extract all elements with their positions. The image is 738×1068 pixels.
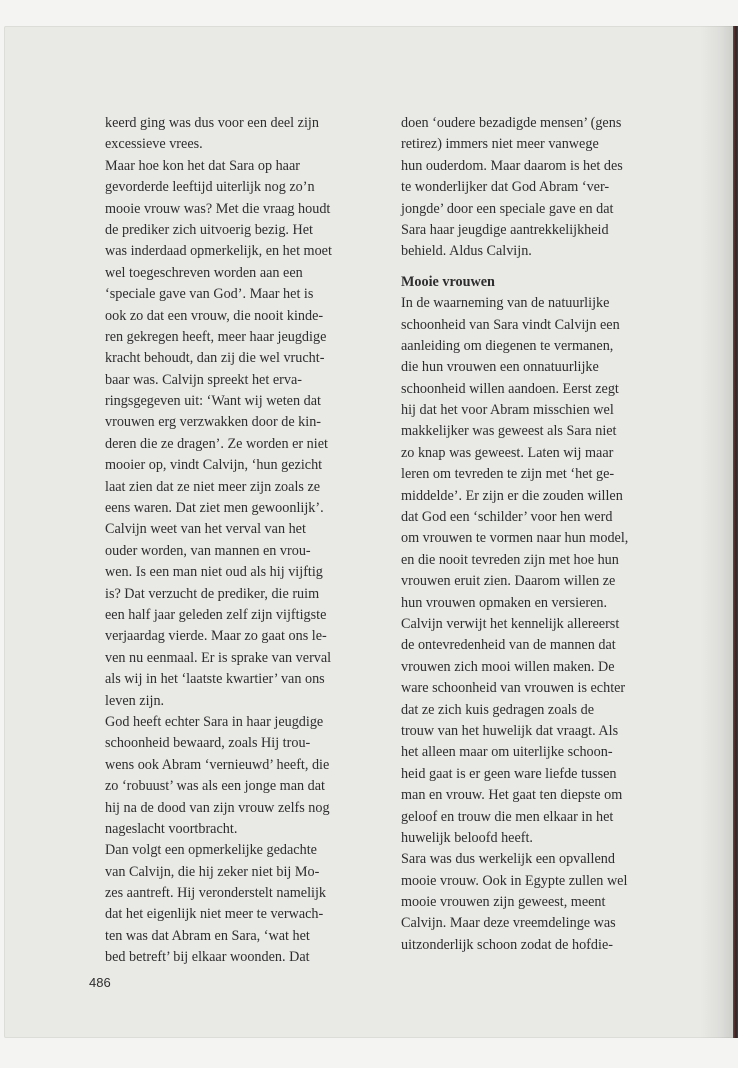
right-column-top-text: [401, 113, 661, 263]
text-line: hij na de dood van zijn vrouw zelfs nog: [105, 799, 330, 816]
text-line: leven zijn.: [105, 692, 165, 709]
text-line: vrouwen erg verzwakken door de kin-: [105, 414, 322, 431]
text-line: wel toegeschreven worden aan een: [105, 264, 303, 281]
text-line: is? Dat verzucht de prediker, die ruim: [105, 585, 320, 602]
text-line: ren gekregen heeft, meer haar jeugdige: [105, 328, 327, 345]
text-line: vrouwen eruit zien. Daarom willen ze: [401, 573, 616, 590]
text-line: mooie vrouwen zijn geweest, meent: [401, 894, 606, 911]
text-line: was inderdaad opmerkelijk, en het moet: [105, 243, 332, 260]
right-column-bottom-text: [401, 293, 661, 956]
text-line: hij dat het voor Abram misschien wel: [401, 402, 614, 419]
text-line: mooie vrouw was? Met die vraag houdt: [105, 200, 331, 217]
text-line: en die nooit tevreden zijn met hoe hun: [401, 551, 619, 568]
text-line: ‘speciale gave van God’. Maar het is: [105, 286, 314, 303]
text-line: eens waren. Dat ziet men gewoonlijk’.: [105, 500, 324, 517]
text-line: vrouwen zich mooi willen maken. De: [401, 658, 615, 675]
left-text-column: [105, 113, 365, 969]
text-line: wen. Is een man niet oud als hij vijftig: [105, 564, 323, 581]
text-line: kracht behoudt, dan zij die wel vrucht-: [105, 350, 325, 367]
text-line: retirez) immers niet meer vanwege: [401, 136, 599, 153]
text-line: In de waarneming van de natuurlijke: [401, 295, 610, 312]
text-line: Calvijn verwijt het kennelijk allereerst: [401, 615, 620, 632]
text-line: Dan volgt een opmerkelijke gedachte: [105, 842, 317, 859]
text-line: nageslacht voortbracht.: [105, 820, 238, 837]
text-line: als wij in het ‘laatste kwartier’ van ons: [105, 671, 325, 688]
text-line: het alleen maar om uiterlijke schoon-: [401, 744, 613, 761]
text-line: de prediker zich uitvoerig bezig. Het: [105, 221, 313, 238]
text-line: heid gaat is er geen ware liefde tussen: [401, 765, 617, 782]
text-line: zo knap was geweest. Laten wij maar: [401, 444, 614, 461]
text-line: schoonheid bewaard, zoals Hij trou-: [105, 735, 311, 752]
text-line: Calvijn weet van het verval van het: [105, 521, 306, 538]
text-line: keerd ging was dus voor een deel zijn: [105, 115, 319, 131]
text-line: geloof en trouw die men elkaar in het: [401, 808, 614, 825]
text-line: uitzonderlijk schoon zodat de hofdie-: [401, 936, 613, 953]
text-line: schoonheid van Sara vindt Calvijn een: [401, 316, 620, 333]
text-line: middelde’. Er zijn er die zouden willen: [401, 487, 623, 504]
text-line: ouder worden, van mannen en vrou-: [105, 542, 311, 559]
text-line: dat God een ‘schilder’ voor hen werd: [401, 509, 613, 526]
text-line: Calvijn. Maar deze vreemdelinge was: [401, 915, 616, 932]
right-text-column: [401, 113, 661, 956]
text-line: van Calvijn, die hij zeker niet bij Mo-: [105, 863, 320, 880]
text-line: God heeft echter Sara in haar jeugdige: [105, 713, 324, 730]
page-number: 486: [89, 975, 111, 990]
text-line: die hun vrouwen een onnatuurlijke: [401, 359, 599, 376]
text-line: huwelijk beloofd heeft.: [401, 829, 533, 846]
text-line: leren om tevreden te zijn met ‘het ge-: [401, 466, 615, 483]
text-line: zo ‘robuust’ was als een jonge man dat: [105, 778, 325, 795]
book-spine-edge: [733, 26, 738, 1038]
text-line: zes aantreft. Hij veronderstelt namelijk: [105, 885, 327, 902]
text-line: ven nu eenmaal. Er is sprake van verval: [105, 649, 332, 666]
text-line: ook zo dat een vrouw, die nooit kinde-: [105, 307, 324, 324]
text-line: de ontevredenheid van de mannen dat: [401, 637, 616, 654]
text-line: excessieve vrees.: [105, 136, 203, 153]
text-line: ware schoonheid van vrouwen is echter: [401, 680, 626, 697]
text-line: trouw van het huwelijk dat vraagt. Als: [401, 722, 619, 739]
text-line: hun ouderdom. Maar daarom is het des: [401, 157, 623, 174]
text-line: deren die ze dragen’. Ze worden er niet: [105, 435, 328, 452]
text-line: schoonheid willen aandoen. Eerst zegt: [401, 380, 619, 397]
text-line: Sara was dus werkelijk een opvallend: [401, 851, 615, 868]
text-line: mooier op, vindt Calvijn, ‘hun gezicht: [105, 457, 323, 474]
text-line: dat ze zich kuis gedragen zoals de: [401, 701, 595, 718]
text-line: aanleiding om diegenen te vermanen,: [401, 337, 614, 354]
text-line: een half jaar geleden zelf zijn vijftigste: [105, 606, 327, 623]
text-line: Maar hoe kon het dat Sara op haar: [105, 157, 301, 174]
text-line: om vrouwen te vormen naar hun model,: [401, 530, 629, 547]
text-line: man en vrouw. Het gaat ten diepste om: [401, 787, 623, 804]
text-line: wens ook Abram ‘vernieuwd’ heeft, die: [105, 756, 330, 773]
text-line: jongde’ door een speciale gave en dat: [401, 200, 614, 217]
text-line: laat zien dat ze niet meer zijn zoals ze: [105, 478, 321, 495]
text-line: te wonderlijker dat God Abram ‘ver-: [401, 179, 610, 196]
text-line: behield. Aldus Calvijn.: [401, 243, 532, 260]
text-line: doen ‘oudere bezadigde mensen’ (gens: [401, 115, 622, 131]
text-line: bed betreft’ bij elkaar woonden. Dat: [105, 949, 310, 966]
text-line: gevorderde leeftijd uiterlijk nog zo’n: [105, 179, 315, 196]
text-line: hun vrouwen opmaken en versieren.: [401, 594, 608, 611]
text-line: Sara haar jeugdige aantrekkelijkheid: [401, 221, 609, 238]
text-line: baar was. Calvijn spreekt het erva-: [105, 371, 302, 388]
text-line: dat het eigenlijk niet meer te verwach-: [105, 906, 324, 923]
section-heading: Mooie vrouwen: [401, 273, 495, 290]
text-line: verjaardag vierde. Maar zo gaat ons le-: [105, 628, 327, 645]
spine-shadow: [700, 26, 734, 1038]
text-line: makkelijker was geweest als Sara niet: [401, 423, 617, 440]
text-line: ten was dat Abram en Sara, ‘wat het: [105, 927, 310, 944]
text-line: ringsgegeven uit: ‘Want wij weten dat: [105, 393, 321, 410]
text-line: mooie vrouw. Ook in Egypte zullen wel: [401, 872, 628, 889]
